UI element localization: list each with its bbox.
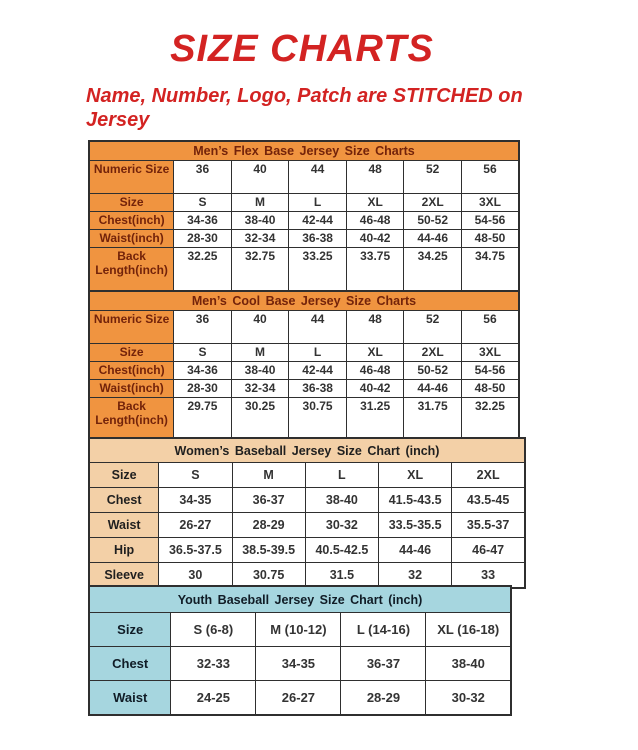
value-cell: XL: [346, 344, 404, 362]
value-cell: 36-37: [341, 647, 426, 681]
value-cell: 38.5-39.5: [232, 538, 305, 563]
row-label-cell: Size: [89, 613, 171, 647]
value-cell: 40.5-42.5: [305, 538, 378, 563]
value-cell: M: [231, 344, 289, 362]
table-row: [89, 362, 519, 380]
value-cell: 46-48: [346, 212, 404, 230]
row-label-cell: Chest(inch): [89, 212, 174, 230]
value-cell: 31.5: [305, 563, 378, 589]
table-row: [89, 647, 511, 681]
value-cell: 32.25: [461, 398, 519, 442]
page-subtitle: Name, Number, Logo, Patch are STITCHED on Jersey: [86, 85, 523, 132]
value-cell: 42-44: [289, 212, 347, 230]
value-cell: S: [174, 344, 232, 362]
value-cell: 38-40: [305, 488, 378, 513]
value-cell: 33.25: [289, 248, 347, 292]
value-cell: 40-42: [346, 230, 404, 248]
value-cell: 40-42: [346, 380, 404, 398]
row-label-cell: Chest(inch): [89, 362, 174, 380]
table-row: [89, 681, 511, 716]
row-label-cell: Size: [89, 194, 174, 212]
value-cell: L: [289, 344, 347, 362]
value-cell: 33.75: [346, 248, 404, 292]
youth-table: [88, 585, 512, 716]
row-label-cell: Numeric Size: [89, 311, 174, 344]
row-label-cell: Size: [89, 344, 174, 362]
table-row: [89, 311, 519, 344]
value-cell: 52: [404, 161, 462, 194]
value-cell: S: [159, 463, 232, 488]
value-cell: S: [174, 194, 232, 212]
row-label-cell: Numeric Size: [89, 161, 174, 194]
value-cell: 44-46: [404, 380, 462, 398]
value-cell: 41.5-43.5: [379, 488, 452, 513]
table-row: [89, 463, 525, 488]
table-title-row: [89, 291, 519, 311]
value-cell: 30.25: [231, 398, 289, 442]
value-cell: 28-30: [174, 380, 232, 398]
value-cell: 32-34: [231, 230, 289, 248]
row-label-cell: Hip: [89, 538, 159, 563]
value-cell: 54-56: [461, 212, 519, 230]
value-cell: 48-50: [461, 380, 519, 398]
value-cell: 40: [231, 161, 289, 194]
value-cell: 24-25: [171, 681, 256, 716]
value-cell: 50-52: [404, 362, 462, 380]
value-cell: 50-52: [404, 212, 462, 230]
table-row: [89, 161, 519, 194]
mens-cool-table: [88, 290, 520, 442]
value-cell: 43.5-45: [452, 488, 525, 513]
value-cell: XL: [379, 463, 452, 488]
table-row: [89, 513, 525, 538]
size-table-mens-flex: [88, 140, 520, 292]
value-cell: 36-38: [289, 230, 347, 248]
value-cell: 38-40: [231, 212, 289, 230]
table-row: [89, 194, 519, 212]
row-label-cell: Waist(inch): [89, 380, 174, 398]
value-cell: 36: [174, 161, 232, 194]
row-label-cell: Back Length(inch): [89, 398, 174, 442]
value-cell: 46-47: [452, 538, 525, 563]
value-cell: M (10-12): [256, 613, 341, 647]
value-cell: 26-27: [256, 681, 341, 716]
row-label-cell: Back Length(inch): [89, 248, 174, 292]
value-cell: 28-29: [341, 681, 426, 716]
value-cell: 56: [461, 311, 519, 344]
size-table-womens: [88, 437, 526, 589]
value-cell: 48: [346, 161, 404, 194]
value-cell: M: [231, 194, 289, 212]
value-cell: 46-48: [346, 362, 404, 380]
value-cell: 44-46: [404, 230, 462, 248]
table-title: Youth Baseball Jersey Size Chart (inch): [89, 586, 511, 613]
value-cell: 32-33: [171, 647, 256, 681]
page-title: SIZE CHARTS: [170, 28, 434, 70]
value-cell: 32: [379, 563, 452, 589]
value-cell: 32-34: [231, 380, 289, 398]
table-title: Men’s Flex Base Jersey Size Charts: [89, 141, 519, 161]
table-row: [89, 398, 519, 442]
table-row: [89, 613, 511, 647]
value-cell: 44: [289, 311, 347, 344]
value-cell: 30.75: [232, 563, 305, 589]
value-cell: 32.75: [231, 248, 289, 292]
value-cell: 48: [346, 311, 404, 344]
value-cell: 36: [174, 311, 232, 344]
table-title: Women’s Baseball Jersey Size Chart (inch): [89, 438, 525, 463]
value-cell: 36-38: [289, 380, 347, 398]
value-cell: 32.25: [174, 248, 232, 292]
table-row: [89, 380, 519, 398]
value-cell: 48-50: [461, 230, 519, 248]
value-cell: L: [289, 194, 347, 212]
row-label-cell: Waist(inch): [89, 230, 174, 248]
value-cell: XL (16-18): [426, 613, 511, 647]
value-cell: 30: [159, 563, 232, 589]
value-cell: 30-32: [426, 681, 511, 716]
value-cell: 33.5-35.5: [379, 513, 452, 538]
table-row: [89, 248, 519, 292]
table-title: Men’s Cool Base Jersey Size Charts: [89, 291, 519, 311]
value-cell: XL: [346, 194, 404, 212]
value-cell: 2XL: [404, 344, 462, 362]
value-cell: 34-36: [174, 212, 232, 230]
table-row: [89, 212, 519, 230]
value-cell: 34-35: [256, 647, 341, 681]
value-cell: 38-40: [426, 647, 511, 681]
value-cell: L: [305, 463, 378, 488]
value-cell: 28-30: [174, 230, 232, 248]
value-cell: 40: [231, 311, 289, 344]
value-cell: 44: [289, 161, 347, 194]
value-cell: 34.75: [461, 248, 519, 292]
value-cell: 38-40: [231, 362, 289, 380]
table-title-row: [89, 141, 519, 161]
value-cell: 2XL: [452, 463, 525, 488]
value-cell: 2XL: [404, 194, 462, 212]
value-cell: 29.75: [174, 398, 232, 442]
value-cell: 52: [404, 311, 462, 344]
value-cell: 34-35: [159, 488, 232, 513]
value-cell: 28-29: [232, 513, 305, 538]
value-cell: 36.5-37.5: [159, 538, 232, 563]
value-cell: 31.75: [404, 398, 462, 442]
womens-table: [88, 437, 526, 589]
value-cell: 35.5-37: [452, 513, 525, 538]
value-cell: 3XL: [461, 344, 519, 362]
value-cell: S (6-8): [171, 613, 256, 647]
table-title-row: [89, 586, 511, 613]
row-label-cell: Sleeve: [89, 563, 159, 589]
value-cell: L (14-16): [341, 613, 426, 647]
table-row: [89, 538, 525, 563]
row-label-cell: Waist: [89, 681, 171, 716]
value-cell: 31.25: [346, 398, 404, 442]
table-title-row: [89, 438, 525, 463]
row-label-cell: Chest: [89, 488, 159, 513]
value-cell: 54-56: [461, 362, 519, 380]
value-cell: 42-44: [289, 362, 347, 380]
value-cell: M: [232, 463, 305, 488]
value-cell: 30.75: [289, 398, 347, 442]
table-row: [89, 230, 519, 248]
row-label-cell: Size: [89, 463, 159, 488]
value-cell: 34.25: [404, 248, 462, 292]
size-table-mens-cool: [88, 290, 520, 442]
value-cell: 26-27: [159, 513, 232, 538]
value-cell: 33: [452, 563, 525, 589]
row-label-cell: Chest: [89, 647, 171, 681]
value-cell: 36-37: [232, 488, 305, 513]
value-cell: 44-46: [379, 538, 452, 563]
value-cell: 3XL: [461, 194, 519, 212]
value-cell: 34-36: [174, 362, 232, 380]
value-cell: 56: [461, 161, 519, 194]
size-table-youth: [88, 585, 512, 716]
table-row: [89, 488, 525, 513]
table-row: [89, 344, 519, 362]
row-label-cell: Waist: [89, 513, 159, 538]
value-cell: 30-32: [305, 513, 378, 538]
mens-flex-table: [88, 140, 520, 292]
